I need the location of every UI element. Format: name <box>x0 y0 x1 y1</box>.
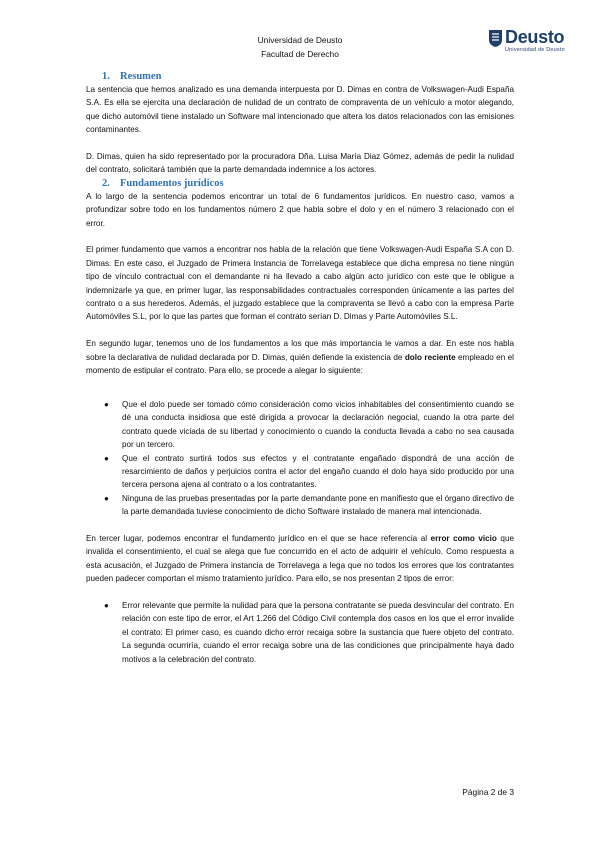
section-title: Resumen <box>120 71 162 82</box>
bullet-list-error <box>86 599 514 666</box>
header-faculty: Facultad de Derecho <box>261 49 339 59</box>
paragraph-text: En segundo lugar, tenemos uno de los fundamentos a los que más importancia le vamos a dar. En este nos habla sobre la declarativa de nulidad declarada por D. Dimas, quién defiende la existencia de <box>86 339 514 362</box>
bold-term: error como vicio <box>430 533 497 543</box>
bullet-icon: ● <box>104 399 109 409</box>
section-title: Fundamentos jurídicos <box>120 177 224 189</box>
list-item-text: Error relevante que permite la nulidad para que la persona contratante se pueda desvincular del contrato. En relación con este tipo de error, el Art 1.266 del Código Civil contempla dos casos en los que el error invalide el contrato: El primer caso, es cuando dicho error recaiga sobre la sustancia que fuere objeto del contrato. La segunda ocurriría, cuando el error recaiga sobre una de las condiciones que principalmente haya dado motivos a la celebración del contrato. <box>122 600 514 664</box>
paragraph: A lo largo de la sentencia podemos encontrar un total de 6 fundamentos jurídicos. En nuestro caso, vamos a profundizar sobre todo en los fundamentos número 2 que habla sobre el dolo y en el número 3 relacionado con el error. <box>86 191 514 228</box>
section-heading-fundamentos <box>102 177 514 190</box>
document-body <box>86 70 514 666</box>
list-item-text: Que el contrato surtirá todos sus efectos y el contratante engañado dispondrá de una acción de resarcimiento de daños y perjuicios contra el actor del engaño cuando el dolo haya sido producido por una tercera persona ajena al contrato o a los contratantes. <box>122 453 514 490</box>
header-university: Universidad de Deusto <box>257 35 343 45</box>
bullet-icon: ● <box>104 453 109 463</box>
paragraph <box>86 337 514 377</box>
bullet-list-dolo <box>86 398 514 519</box>
paragraph-text: empleado en el momento de estipular el contrato. Para ello, se procede a alegar lo siguiente: <box>86 352 514 376</box>
list-item <box>86 452 514 492</box>
paragraph-text: En tercer lugar, podemos encontrar el fundamento jurídico en el que se hace referencia al <box>86 533 431 543</box>
list-item-text: Que el dolo puede ser tomado cómo consideración como vicios inhabitables del consentimiento cuando se dé una conducta insidiosa que esté dirigida a provocar la declaración negocial, cuando la otra parte del contrato quede viciada de su libertad y conocimiento o cuando la conducta llevada a cabo no sea causada por un tercero. <box>122 399 514 450</box>
section-heading-resumen <box>102 70 514 83</box>
paragraph: El primer fundamento que vamos a encontrar nos habla de la relación que tiene Volkswagen-Audi España S.A con D. Dimas. En este caso, el Juzgado de Primera Instancia de Torrelavega establece que dicha empresa no tiene ningún tipo de vínculo contractual con el demandante ni ha llevado a cabo algún acto jurídico con este que le obligue a indemnizarle ya que, en primer lugar, las responsabilidades contractuales corresponden únicamente a las partes del contrato o a sus herederos. Además, el juzgado establece que la compraventa se llevó a cabo con la empresa Parte Automóviles S.L, por lo que las partes que forman el contrato serían D. Dimas y Parte Automóviles S.L. <box>86 245 514 322</box>
list-item-text: Ninguna de las pruebas presentadas por la parte demandante pone en manifiesto que el órgano directivo de la parte demandada tuviese conocimiento de dicho Software instalado de manera mal intencionada. <box>122 493 514 517</box>
bold-term: dolo reciente <box>404 352 456 362</box>
logo-subtitle: Universidad de Deusto <box>505 47 565 53</box>
section-number: 1. <box>102 71 110 82</box>
bullet-icon: ● <box>104 600 109 610</box>
paragraph <box>86 532 514 586</box>
paragraph: La sentencia que hemos analizado es una demanda interpuesta por D. Dimas en contra de Volkswagen-Audi España S.A. Es ella se ejercita una declaración de nulidad de un contrato de compraventa de un vehículo a motor alegando, que dicho automóvil tiene instalado un Software mal intencionado que altera los datos relacionados con las emisiones contaminantes. <box>86 85 514 135</box>
list-item <box>86 599 514 666</box>
page-number: Página 2 de 3 <box>462 787 514 797</box>
paragraph: D. Dimas, quien ha sido representado por la procuradora Dña. Luisa María Diaz Gómez, además de pedir la nulidad del contrato, solicitará también que la parte demandada indemnice a los actores. <box>86 152 514 175</box>
logo-name: Deusto <box>505 27 565 47</box>
list-item <box>86 398 514 452</box>
paragraph-text: que invalida el consentimiento, el cual se alega que fue concurrido en el acto de adquirir el vehículo. Como respuesta a esta acusación, el Juzgado de Primera instancia de Torrelavega a lega que no todos los errores que los contratantes pueden padecer comportan el mismo tratamiento jurídico. Para ello, se nos presentan 2 tipos de error: <box>86 533 514 584</box>
bullet-icon: ● <box>104 493 109 503</box>
section-number: 2. <box>102 177 110 189</box>
list-item <box>86 492 514 519</box>
